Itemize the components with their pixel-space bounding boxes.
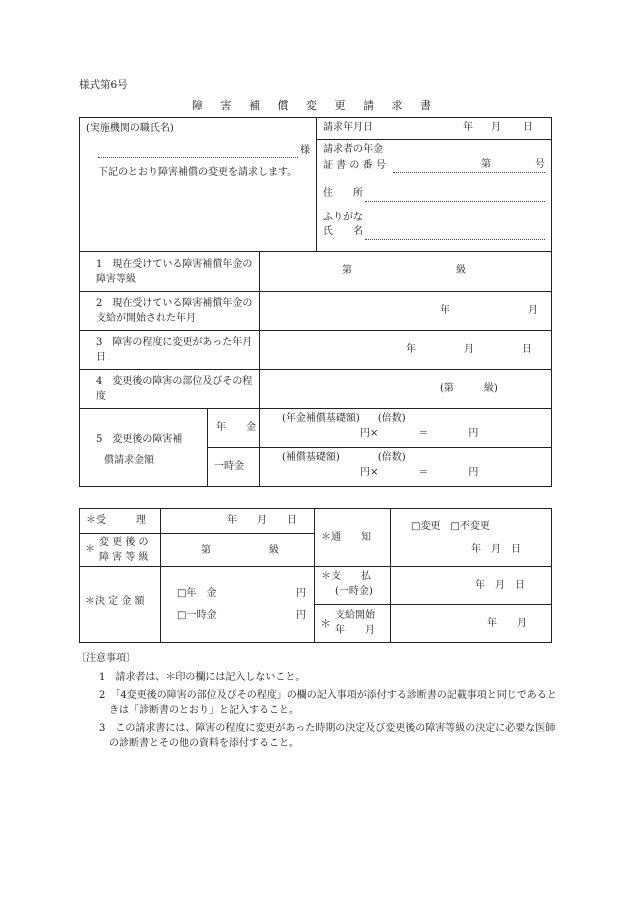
start-star: ＊ xyxy=(320,616,331,630)
honorific: 様 xyxy=(300,144,310,156)
note-2: 2 「4変更後の障害の部位及びその程度」の欄の記入事項が添付する診断書の記載事項と同じであるときは「診断書のとおり」と記入すること。 xyxy=(99,690,557,716)
applicant-cell xyxy=(317,118,552,252)
pension-go: 号 xyxy=(535,158,545,170)
request-text: 下記のとおり障害補償の変更を請求します。 xyxy=(98,167,298,178)
changed-grade-star: ＊ xyxy=(85,544,95,556)
item2-label-cell xyxy=(80,292,260,331)
item2-value-cell[interactable] xyxy=(260,292,552,331)
item1-kyu: 級 xyxy=(456,265,466,276)
item3-label-cell xyxy=(80,331,260,370)
item4-value-cell[interactable] xyxy=(260,370,552,409)
form-title: 障 害 補 償 変 更 請 求 書 xyxy=(192,99,438,112)
notice-date: 年 月 日 xyxy=(471,543,521,555)
notice-value-cell[interactable] xyxy=(391,509,552,567)
name-field[interactable] xyxy=(365,227,545,240)
pension-type-label: 年 金 xyxy=(216,422,256,433)
item1-label-cell xyxy=(80,252,260,292)
changed-grade-dai: 第 xyxy=(201,545,211,556)
item1-value-cell[interactable] xyxy=(260,252,552,292)
payment-label-b: (一時金) xyxy=(335,585,373,597)
pension-label-line1: 請求者の年金 xyxy=(323,144,383,155)
note-3: 3 この請求書には、障害の程度に変更があった時期の決定及び変更後の障害等級の決定に必要な医師の診断書とその他の資料を添付すること。 xyxy=(99,723,556,749)
form-number: 様式第6号 xyxy=(79,79,128,91)
start-label-cell xyxy=(315,605,391,643)
item3-month: 月 xyxy=(464,344,474,355)
decision-label: ＊決 定 金 額 xyxy=(85,596,145,607)
item5-label-a: 5 変更後の障害補 xyxy=(96,434,183,445)
notes-heading: 〔注意事項〕 xyxy=(76,653,136,664)
lump-type-label: 一時金 xyxy=(214,461,244,472)
item3-year: 年 xyxy=(406,344,416,355)
pension-type-cell xyxy=(208,409,260,448)
receipt-date: 年 月 日 xyxy=(227,515,297,526)
receipt-label: ＊受 理 xyxy=(86,515,146,526)
office-label: (実施機関の職氏名) xyxy=(86,123,174,134)
notice-label: ＊通 知 xyxy=(321,532,371,543)
pension-formula: 円× ＝ 円 xyxy=(360,427,479,439)
payment-label-cell xyxy=(315,567,391,605)
item1-dai: 第 xyxy=(342,265,352,276)
item3-label: 3 障害の程度に変更があった年月日 xyxy=(96,337,253,363)
office-name-field[interactable] xyxy=(98,145,298,158)
pension-dai: 第 xyxy=(481,158,491,170)
payment-label-a: ＊支 払 xyxy=(321,571,371,582)
lump-formula-cell[interactable] xyxy=(260,448,552,487)
address-label: 住 所 xyxy=(323,188,363,199)
request-table xyxy=(79,117,552,487)
decision-lump-checkbox[interactable]: □一時金 xyxy=(177,609,217,621)
decision-value-cell[interactable] xyxy=(161,567,315,643)
lump-base-label: (補償基礎額) xyxy=(282,452,340,463)
receipt-date-cell[interactable] xyxy=(161,509,315,534)
pension-label-line2: 証 書 の 番 号 xyxy=(323,159,386,171)
changed-grade-label-b: 障 害 等 級 xyxy=(99,551,149,563)
item5-label-cell xyxy=(80,409,208,487)
item3-value-cell[interactable] xyxy=(260,331,552,370)
decision-lump-yen: 円 xyxy=(296,609,306,621)
payment-date: 年 月 日 xyxy=(475,580,525,591)
pension-formula-cell[interactable] xyxy=(260,409,552,448)
item3-day: 日 xyxy=(522,344,532,355)
office-cell xyxy=(80,118,317,252)
office-use-table xyxy=(79,508,552,643)
item5-label-b: 償請求金額 xyxy=(104,454,154,466)
changed-grade-label-a: 変 更 後 の xyxy=(99,537,149,548)
lump-type-cell xyxy=(208,448,260,487)
item2-label: 2 現在受けている障害補償年金の支給が開始された年月 xyxy=(96,298,253,324)
lump-multiplier-label: (倍数) xyxy=(377,452,406,463)
changed-grade-kyu: 級 xyxy=(269,545,279,556)
furigana-label: ふりがな xyxy=(323,211,363,223)
notes-section xyxy=(76,652,559,755)
decision-pension-checkbox[interactable]: □年 金 xyxy=(177,588,217,599)
name-label: 氏 名 xyxy=(323,226,363,237)
pension-base-label: (年金補償基礎額) xyxy=(282,413,360,424)
item2-year: 年 xyxy=(440,305,450,316)
request-month[interactable]: 月 xyxy=(491,122,501,134)
start-label-b: 年 月 xyxy=(335,624,375,636)
receipt-label-cell xyxy=(80,509,161,534)
notice-label-cell xyxy=(315,509,391,567)
notice-options[interactable]: □変更 □不変更 xyxy=(411,521,490,532)
item4-label-cell xyxy=(80,370,260,409)
start-date-cell[interactable] xyxy=(391,605,552,643)
request-year[interactable]: 年 xyxy=(463,122,473,134)
request-day[interactable]: 日 xyxy=(523,122,533,134)
address-field[interactable] xyxy=(365,189,545,202)
item4-value: (第 級) xyxy=(440,383,498,394)
decision-pension-yen: 円 xyxy=(296,588,306,599)
request-date-label: 請求年月日 xyxy=(323,122,373,134)
start-date: 年 月 xyxy=(487,618,527,629)
pension-number-field[interactable] xyxy=(393,158,545,174)
changed-grade-label-cell xyxy=(80,534,161,567)
payment-date-cell[interactable] xyxy=(391,567,552,605)
pension-multiplier-label: (倍数) xyxy=(377,413,406,424)
lump-formula: 円× ＝ 円 xyxy=(360,466,479,478)
item4-label: 4 変更後の障害の部位及びその程度 xyxy=(96,376,253,402)
note-1: 1 請求者は、＊印の欄には記入しないこと。 xyxy=(99,671,306,683)
changed-grade-value-cell[interactable] xyxy=(161,534,315,567)
decision-label-cell xyxy=(80,567,161,643)
item2-month: 月 xyxy=(528,305,538,316)
start-label-a: 支給開始 xyxy=(335,610,375,621)
item1-label: 1 現在受けている障害補償年金の障害等級 xyxy=(96,259,253,285)
